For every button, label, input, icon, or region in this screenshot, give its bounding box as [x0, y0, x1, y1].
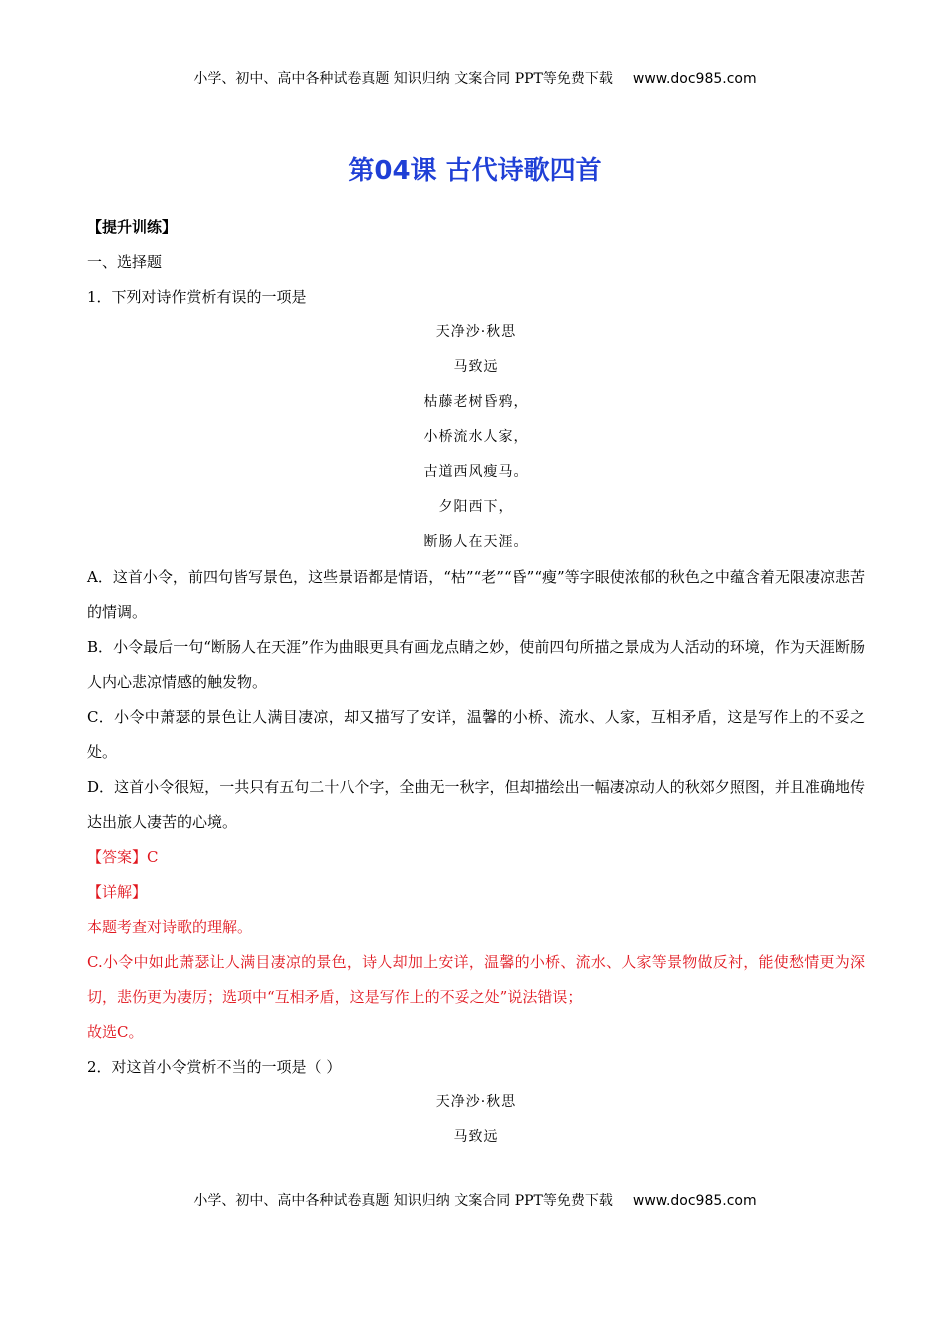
header-text: 小学、初中、高中各种试卷真题 知识归纳 文案合同 PPT等免费下载 [193, 71, 613, 87]
poem-line: 古道西风瘦马。 [423, 464, 529, 480]
poem-author: 马致远 [453, 359, 499, 375]
poem-title: 天净沙·秋思 [435, 324, 517, 340]
section-label: 【提升训练】 [87, 218, 178, 236]
question-1-stem: 1．下列对诗作赏析有误的一项是 [87, 288, 307, 306]
document-body [87, 210, 865, 1155]
poem-line: 枯藤老树昏鸦， [423, 394, 529, 410]
poem-line: 断肠人在天涯。 [423, 534, 529, 550]
option-b: B．小令最后一句“断肠人在天涯”作为曲眼更具有画龙点睛之妙，使前四句所描之景成为人活动的环境，作为天涯断肠人内心悲凉情感的触发物。 [87, 638, 865, 691]
option-d: D．这首小令很短，一共只有五句二十八个字，全曲无一秋字，但却描绘出一幅凄凉动人的秋郊夕照图，并且准确地传达出旅人凄苦的心境。 [87, 778, 865, 831]
question-1-poem [87, 315, 865, 560]
page-header [0, 68, 950, 88]
page-footer [0, 1190, 950, 1210]
footer-site-link[interactable]: www.doc985.com [632, 1193, 757, 1209]
question-2-stem: 2．对这首小令赏析不当的一项是（ ） [87, 1058, 342, 1076]
detail-line: 故选C。 [87, 1023, 144, 1041]
footer-text: 小学、初中、高中各种试卷真题 知识归纳 文案合同 PPT等免费下载 [193, 1193, 613, 1209]
header-site-link[interactable]: www.doc985.com [632, 71, 757, 87]
option-c: C．小令中萧瑟的景色让人满目凄凉，却又描写了安详，温馨的小桥、流水、人家，互相矛盾，这是写作上的不妥之处。 [87, 708, 865, 761]
detail-line: C.小令中如此萧瑟让人满目凄凉的景色，诗人却加上安详，温馨的小桥、流水、人家等景物做反衬，能使愁情更为深切，悲伤更为凄厉；选项中“互相矛盾，这是写作上的不妥之处”说法错误； [87, 953, 865, 1006]
poem-title: 天净沙·秋思 [435, 1094, 517, 1110]
lesson-title: 第04课 古代诗歌四首 [348, 156, 602, 186]
poem-line: 夕阳西下， [438, 499, 514, 515]
detail-label: 【详解】 [87, 883, 148, 901]
poem-author: 马致远 [453, 1129, 499, 1145]
option-a: A．这首小令，前四句皆写景色，这些景语都是情语，“枯”“老”“昏”“瘦”等字眼使浓郁的秋色之中蕴含着无限凄凉悲苦的情调。 [87, 568, 865, 621]
section-title: 一、选择题 [87, 253, 163, 271]
answer: 【答案】C [87, 848, 159, 866]
detail-line: 本题考查对诗歌的理解。 [87, 918, 253, 936]
poem-line: 小桥流水人家， [423, 429, 529, 445]
question-2-poem [87, 1085, 865, 1155]
